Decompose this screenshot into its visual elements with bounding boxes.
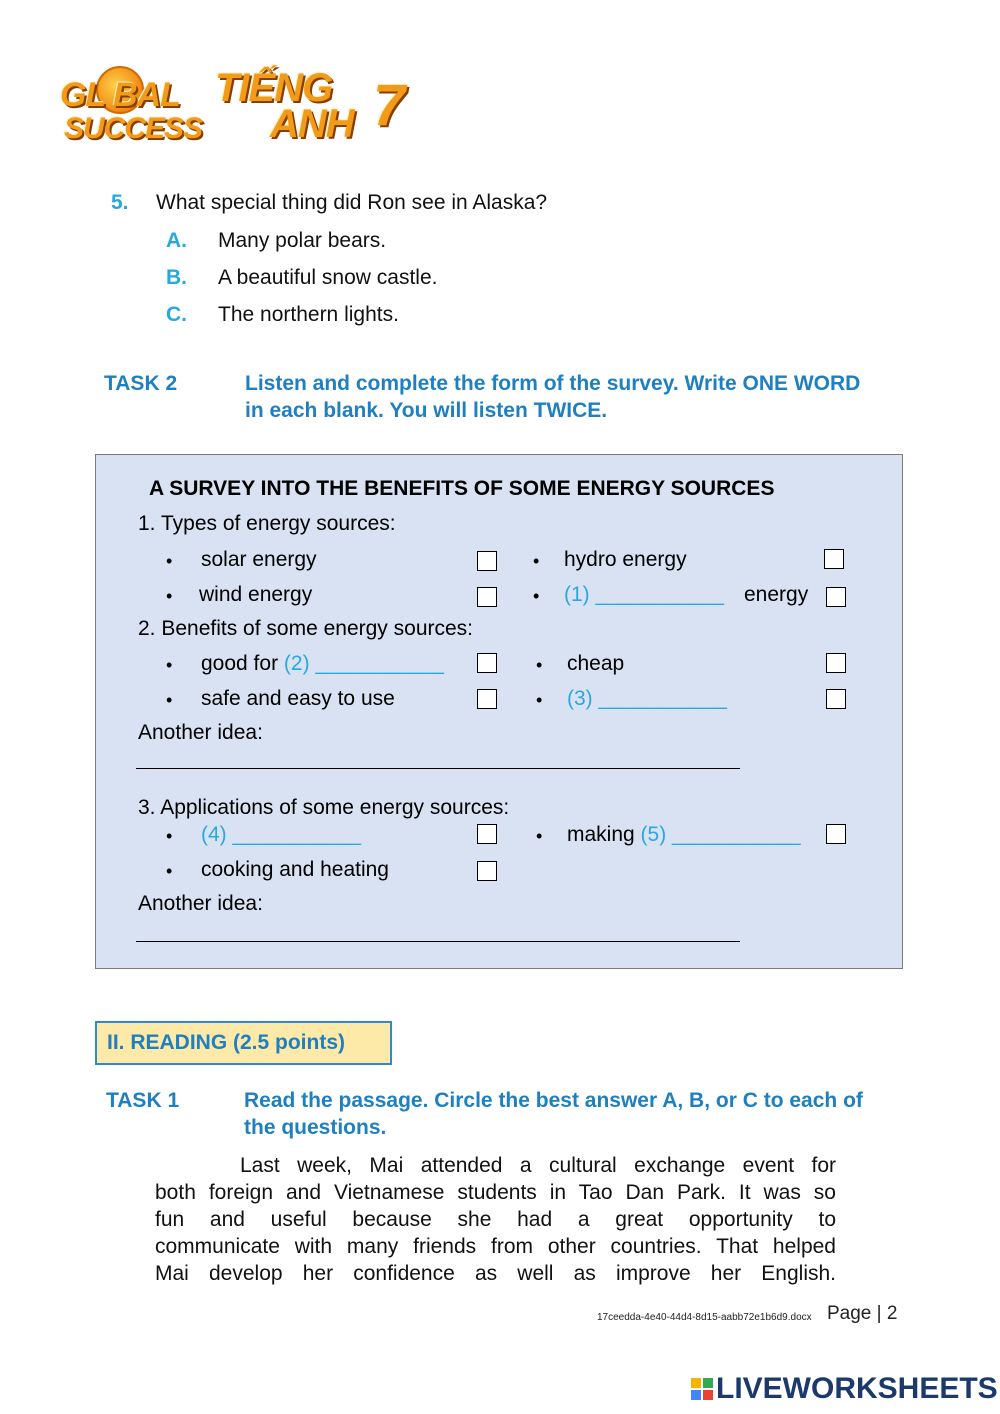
- bullet: •: [166, 861, 173, 881]
- checkbox-cooking-heating[interactable]: [477, 861, 497, 881]
- bullet: •: [533, 551, 540, 571]
- checkbox-wind[interactable]: [477, 587, 497, 607]
- bullet: •: [533, 586, 540, 606]
- question-number: 5.: [111, 191, 129, 214]
- page-number: Page | 2: [827, 1303, 898, 1324]
- logo-anh-text: ANH: [270, 102, 354, 146]
- passage-line: both foreign and Vietnamese students in Tao Dan Park. It was so: [155, 1181, 836, 1204]
- checkbox-blank-4[interactable]: [477, 824, 497, 844]
- option-text-a[interactable]: Many polar bears.: [218, 229, 387, 252]
- logo-global-text: GL BAL: [60, 76, 180, 114]
- task1-label: TASK 1: [106, 1089, 180, 1112]
- item-hydro-energy: hydro energy: [564, 548, 687, 571]
- checkbox-safe-easy[interactable]: [477, 689, 497, 709]
- item-energy-tail: energy: [744, 583, 809, 606]
- passage-line: Mai develop her confidence as well as improve her English.: [155, 1262, 836, 1285]
- another-idea-label: Another idea:: [138, 721, 263, 744]
- logo-success-text: SUCCESS: [64, 112, 203, 145]
- logo-grade-text: 7: [373, 73, 405, 138]
- checkbox-cheap[interactable]: [826, 653, 846, 673]
- option-letter-b: B.: [166, 266, 187, 289]
- item-making: [567, 823, 801, 847]
- survey-title: A SURVEY INTO THE BENEFITS OF SOME ENERGY SOURCES: [149, 477, 775, 500]
- item-wind-energy: wind energy: [199, 583, 313, 606]
- survey-section-2: 2. Benefits of some energy sources:: [138, 617, 474, 640]
- item-solar-energy: solar energy: [201, 548, 317, 571]
- task1-instruction: Read the passage. Circle the best answer A, B, or C to each of the questions.: [244, 1089, 863, 1139]
- survey-section-3: 3. Applications of some energy sources:: [138, 796, 510, 819]
- task2-label: TASK 2: [104, 372, 178, 395]
- bullet: •: [536, 655, 543, 675]
- another-idea-line-2[interactable]: [136, 941, 740, 942]
- option-letter-c: C.: [166, 303, 187, 326]
- option-text-b[interactable]: A beautiful snow castle.: [218, 266, 438, 289]
- liveworksheets-brand[interactable]: LIVEWORKSHEETS: [716, 1372, 998, 1405]
- item-good-for-text: good for: [201, 652, 284, 675]
- item-cheap: cheap: [567, 652, 625, 675]
- file-id: 17ceedda-4e40-44d4-8d15-aabb72e1b6d9.docx: [597, 1312, 812, 1323]
- tieng-anh-logo: [215, 66, 435, 156]
- liveworksheets-icon: [690, 1377, 714, 1401]
- passage-line: Last week, Mai attended a cultural exchange event for: [240, 1154, 836, 1177]
- item-safe-easy: safe and easy to use: [201, 687, 395, 710]
- checkbox-blank-3[interactable]: [826, 689, 846, 709]
- option-letter-a: A.: [166, 229, 187, 252]
- item-making-text: making: [567, 823, 641, 846]
- option-text-c[interactable]: The northern lights.: [218, 303, 399, 326]
- another-idea-line-1[interactable]: [136, 768, 740, 769]
- global-success-logo: [58, 62, 208, 154]
- passage-line: communicate with many friends from other countries. That helped: [155, 1235, 836, 1258]
- task2-instruction: Listen and complete the form of the survey. Write ONE WORD in each blank. You will listen TWICE.: [245, 372, 861, 422]
- checkbox-blank-2[interactable]: [477, 653, 497, 673]
- reading-section-header: II. READING (2.5 points): [95, 1021, 392, 1065]
- another-idea-label-2: Another idea:: [138, 892, 263, 915]
- blank-1[interactable]: (1) ___________: [564, 583, 724, 606]
- survey-section-1: 1. Types of energy sources:: [138, 512, 396, 535]
- blank-3[interactable]: (3) ___________: [567, 687, 727, 710]
- item-good-for: [201, 652, 444, 676]
- bullet: •: [166, 551, 173, 571]
- checkbox-solar[interactable]: [477, 551, 497, 571]
- bullet: •: [536, 826, 543, 846]
- item-cooking-heating: cooking and heating: [201, 858, 389, 881]
- passage-line: fun and useful because she had a great opportunity to: [155, 1208, 836, 1231]
- bullet: •: [166, 690, 173, 710]
- bullet: •: [166, 586, 173, 606]
- blank-2[interactable]: (2) ___________: [283, 652, 444, 675]
- question-text: What special thing did Ron see in Alaska?: [156, 191, 548, 214]
- blank-4[interactable]: (4) ___________: [201, 823, 361, 846]
- blank-5[interactable]: (5) ___________: [640, 823, 801, 846]
- bullet: •: [166, 826, 173, 846]
- checkbox-hydro[interactable]: [824, 549, 844, 569]
- bullet: •: [166, 655, 173, 675]
- reading-passage: [155, 1152, 836, 1287]
- bullet: •: [536, 690, 543, 710]
- checkbox-blank-5[interactable]: [826, 824, 846, 844]
- checkbox-blank-1[interactable]: [826, 587, 846, 607]
- logo-tieng-text: TIẾNG: [215, 66, 333, 110]
